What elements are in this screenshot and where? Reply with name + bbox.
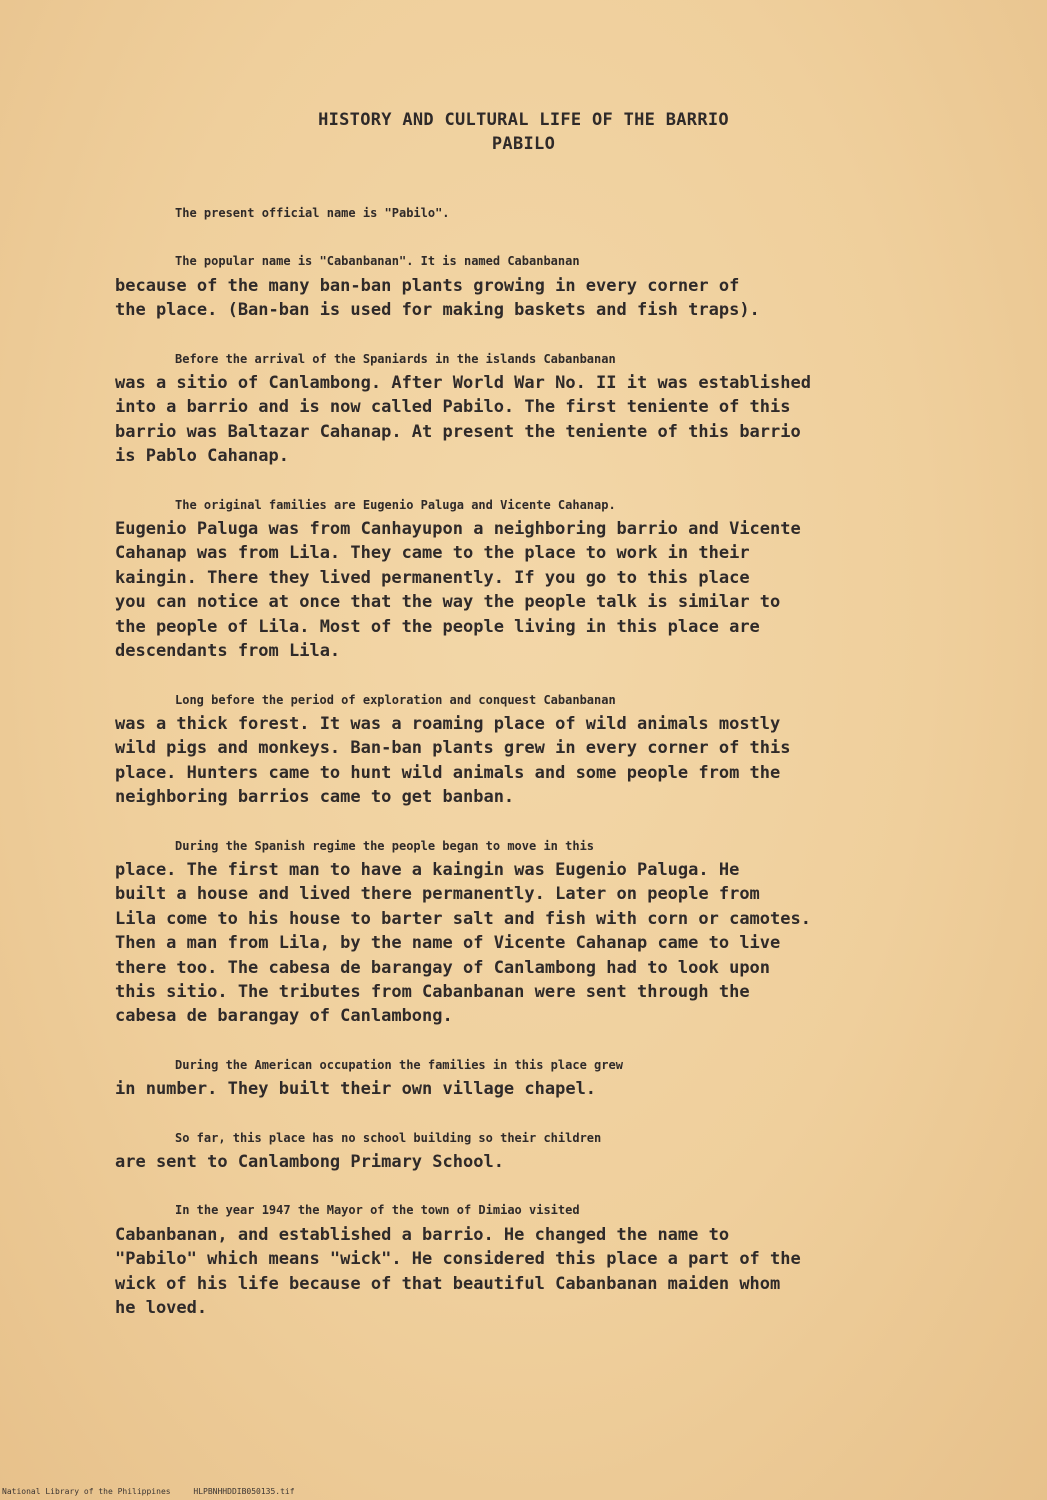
paragraph-line: neighboring barrios came to get banban. (115, 787, 515, 808)
paragraph-line: place. Hunters came to hunt wild animals and some people from the (115, 762, 781, 783)
document-title: HISTORY AND CULTURAL LIFE OF THE BARRIO (318, 110, 729, 130)
paragraph (115, 493, 965, 664)
paragraph-line: Cabanbanan, and established a barrio. He changed the name to (115, 1224, 730, 1245)
paragraph-line: wild pigs and monkeys. Ban-ban plants grew in every corner of this (115, 738, 791, 759)
paragraph-line: you can notice at once that the way the people talk is similar to (115, 592, 781, 613)
paragraph (115, 347, 965, 469)
paragraph-line: in number. They built their own village chapel. (115, 1079, 597, 1100)
paragraph-line: During the Spanish regime the people began to move in this (175, 838, 595, 853)
paragraph-line: The original families are Eugenio Paluga and Vicente Cahanap. (175, 497, 616, 512)
paragraph-line: into a barrio and is now called Pabilo. The first teniente of this (115, 397, 791, 418)
paragraph-line: the place. (Ban-ban is used for making baskets and fish traps). (115, 300, 760, 321)
paragraph-line: there too. The cabesa de barangay of Canlambong had to look upon (115, 957, 771, 978)
paragraph-line: he loved. (115, 1298, 208, 1319)
paragraph-line: The popular name is "Cabanbanan". It is named Cabanbanan (175, 254, 580, 269)
paragraph (115, 688, 965, 810)
paragraph-line: built a house and lived there permanently. Later on people from (115, 884, 760, 905)
paragraph-line: cabesa de barangay of Canlambong. (115, 1006, 453, 1027)
paragraph-line: because of the many ban-ban plants growing in every corner of (115, 275, 740, 296)
paragraph-line: this sitio. The tributes from Cabanbanan were sent through the (115, 981, 750, 1002)
paragraph-line: Long before the period of exploration and conquest Cabanbanan (175, 692, 616, 707)
paragraph-line: Lila come to his house to barter salt and fish with corn or camotes. (115, 908, 811, 929)
document-subtitle: PABILO (491, 134, 556, 154)
paragraph-line: place. The first man to have a kaingin was Eugenio Paluga. He (115, 859, 740, 880)
paragraph-line: was a thick forest. It was a roaming place of wild animals mostly (115, 713, 781, 734)
paragraph-line: In the year 1947 the Mayor of the town of Dimiao visited (175, 1203, 580, 1218)
paragraph-line: So far, this place has no school building so their children (175, 1130, 602, 1145)
scan-footer (2, 1487, 313, 1497)
paragraph (115, 834, 965, 1029)
document-body (115, 201, 965, 1344)
paragraph-line: kaingin. There they lived permanently. If you go to this place (115, 567, 750, 588)
paragraph-line: wick of his life because of that beautiful Cabanbanan maiden whom (115, 1273, 781, 1294)
footer-library: National Library of the Philippines (2, 1487, 171, 1496)
paragraph-line: "Pabilo" which means "wick". He considered this place a part of the (115, 1249, 801, 1270)
paragraph-line: Then a man from Lila, by the name of Vicente Cahanap came to live (115, 933, 781, 954)
paragraph-line: Eugenio Paluga was from Canhayupon a neighboring barrio and Vicente (115, 519, 801, 540)
paragraph-line: was a sitio of Canlambong. After World War No. II it was established (115, 373, 811, 394)
paragraph-line: Before the arrival of the Spaniards in the islands Cabanbanan (175, 351, 616, 366)
paragraph-line: During the American occupation the families in this place grew (175, 1057, 623, 1072)
paragraph-line: descendants from Lila. (115, 641, 341, 662)
paragraph-line: the people of Lila. Most of the people living in this place are (115, 616, 760, 637)
paragraph (115, 1198, 965, 1320)
paragraph (115, 1053, 965, 1102)
paragraph (115, 201, 965, 225)
paragraph-line: The present official name is "Pabilo". (175, 206, 450, 220)
paragraph-line: are sent to Canlambong Primary School. (115, 1152, 504, 1172)
paragraph-line: Cahanap was from Lila. They came to the place to work in their (115, 543, 750, 564)
paragraph-line: is Pablo Cahanap. (115, 446, 289, 467)
paragraph-line: barrio was Baltazar Cahanap. At present the teniente of this barrio (115, 421, 801, 442)
paragraph (115, 249, 965, 322)
footer-filename: HLPBNHHDDIB050135.tif (193, 1487, 295, 1496)
paragraph (115, 1126, 965, 1175)
